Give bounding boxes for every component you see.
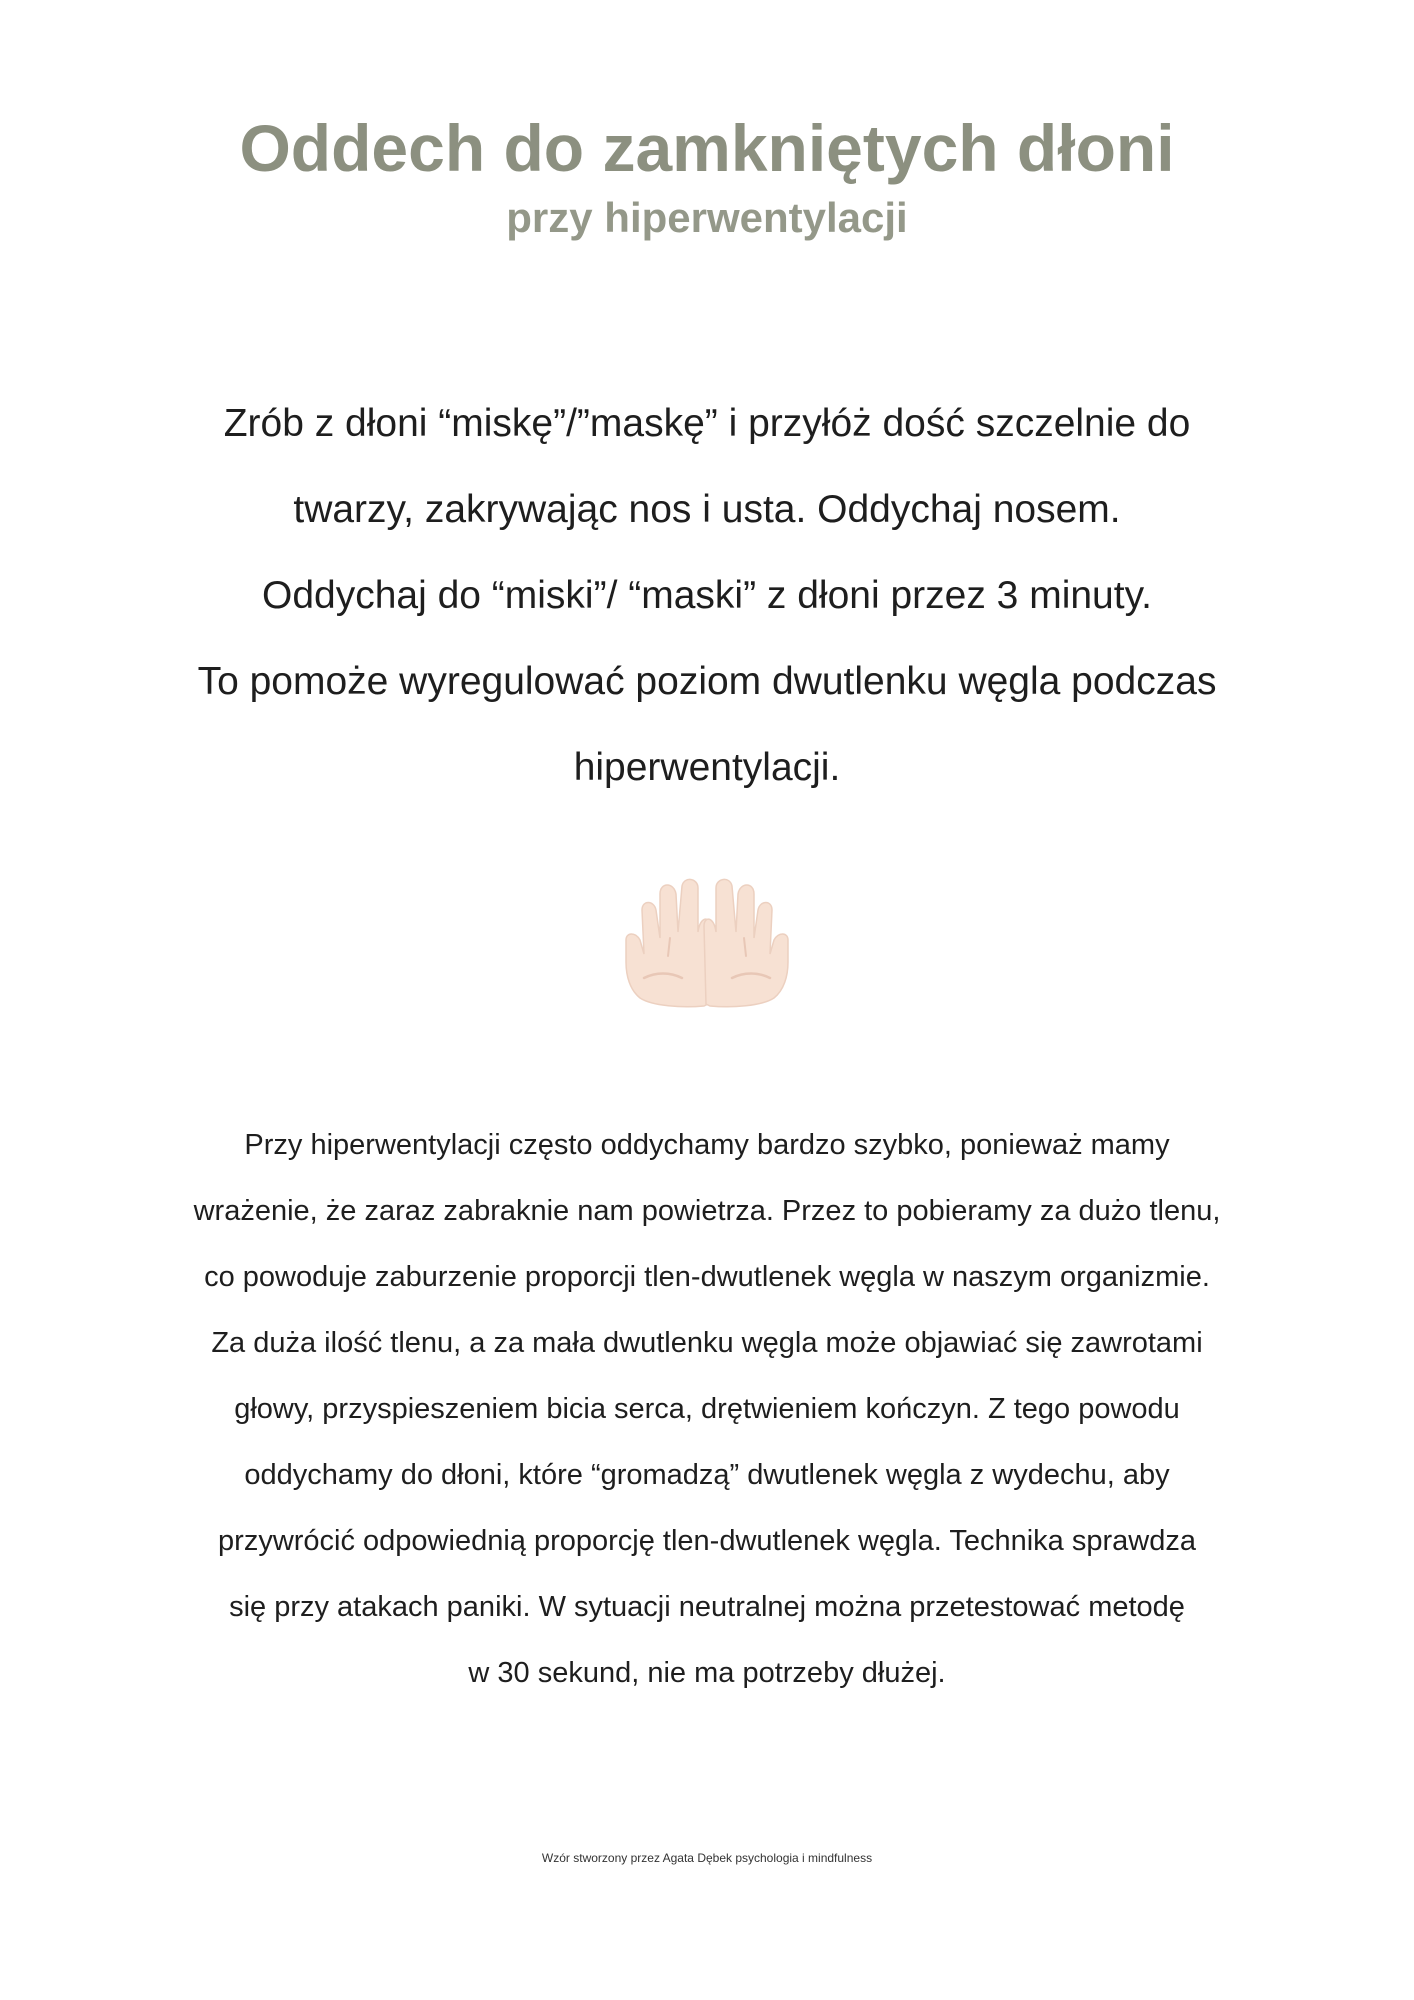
explanation-line: się przy atakach paniki. W sytuacji neutralnej można przetestować metodę [229,1591,1185,1623]
page-subtitle: przy hiperwentylacji [506,194,908,241]
explanation-line: co powoduje zaburzenie proporcji tlen-dwutlenek węgla w naszym organizmie. [204,1261,1210,1293]
right-hand-shape [704,879,788,1006]
page-title: Oddech do zamkniętych dłoni [239,111,1175,185]
instructions-line: Oddychaj do “miski”/ “maski” z dłoni przez 3 minuty. [261,574,1153,617]
footer-credit: Wzór stworzony przez Agata Dębek psychologia i mindfulness [541,1851,873,1865]
instructions-line: hiperwentylacji. [573,746,841,789]
palms-up-together-icon [622,876,792,1016]
explanation-line: wrażenie, że zaraz zabraknie nam powietrza. Przez to pobieramy za dużo tlenu, [193,1195,1221,1227]
left-hand-shape [626,879,710,1006]
instructions-line: twarzy, zakrywając nos i usta. Oddychaj nosem. [293,488,1121,531]
explanation-line: głowy, przyspieszeniem bicia serca, drętwieniem kończyn. Z tego powodu [234,1393,1180,1425]
explanation-line: oddychamy do dłoni, które “gromadzą” dwutlenek węgla z wydechu, aby [244,1459,1170,1491]
instructions-line: Zrób z dłoni “miskę”/”maskę” i przyłóż dość szczelnie do [223,402,1191,445]
explanation-line: Przy hiperwentylacji często oddychamy bardzo szybko, ponieważ mamy [244,1129,1170,1161]
instructions-paragraph [120,381,1294,811]
explanation-paragraph [120,1112,1294,1706]
palms-up-together-icon-svg [622,876,792,1016]
explanation-line: przywrócić odpowiednią proporcję tlen-dwutlenek węgla. Technika sprawdza [218,1525,1196,1557]
instructions-line: To pomoże wyregulować poziom dwutlenku węgla podczas [197,660,1217,703]
explanation-line: w 30 sekund, nie ma potrzeby dłużej. [468,1657,946,1689]
explanation-line: Za duża ilość tlenu, a za mała dwutlenku węgla może objawiać się zawrotami [211,1327,1203,1359]
